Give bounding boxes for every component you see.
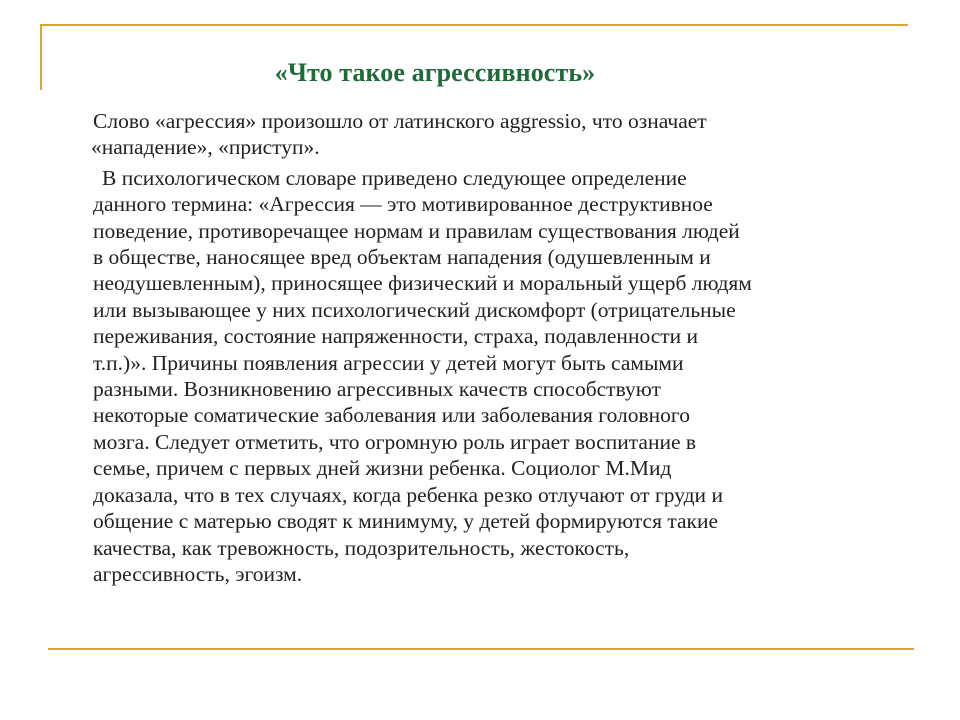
top-decorative-rule: [40, 24, 908, 26]
paragraph-line: в обществе, наносящее вред объектам нападения (одушевленным и: [93, 245, 711, 270]
paragraph-2: [93, 165, 913, 588]
paragraph-line: переживания, состояние напряженности, страха, подавленности и: [93, 324, 699, 349]
paragraph-line: В психологическом словаре приведено следующее определение: [102, 165, 687, 190]
paragraph-line: «нападение», «приступ».: [91, 135, 320, 160]
slide-body: [93, 108, 913, 591]
paragraph-line: неодушевленным), приносящее физический и моральный ущерб людям: [93, 271, 752, 296]
paragraph-line: общение с матерью сводят к минимуму, у детей формируются такие: [93, 509, 719, 534]
paragraph-line: т.п.)». Причины появления агрессии у детей могут быть самыми: [93, 350, 684, 375]
paragraph-line: семье, причем с первых дней жизни ребенка. Социолог М.Мид: [93, 456, 672, 481]
slide-title: «Что такое агрессивность»: [274, 58, 596, 87]
paragraph-line: некоторые соматические заболевания или заболевания головного: [93, 403, 690, 428]
paragraph-line: поведение, противоречащее нормам и правилам существования людей: [93, 218, 740, 243]
paragraph-line: агрессивность, эгоизм.: [93, 561, 303, 586]
paragraph-line: доказала, что в тех случаях, когда ребенка резко отлучают от груди и: [93, 482, 723, 507]
paragraph-1: [93, 108, 913, 161]
paragraph-line: разными. Возникновению агрессивных качеств способствуют: [93, 377, 661, 402]
paragraph-line: мозга. Следует отметить, что огромную роль играет воспитание в: [93, 429, 697, 454]
paragraph-line: данного термина: «Агрессия — это мотивированное деструктивное: [93, 192, 713, 217]
paragraph-line: или вызывающее у них психологический дискомфорт (отрицательные: [93, 297, 736, 322]
paragraph-line: качества, как тревожность, подозрительность, жестокость,: [93, 535, 630, 560]
bottom-decorative-rule: [48, 648, 914, 650]
paragraph-line: Слово «агрессия» произошло от латинского aggressio, что означает: [93, 109, 707, 133]
